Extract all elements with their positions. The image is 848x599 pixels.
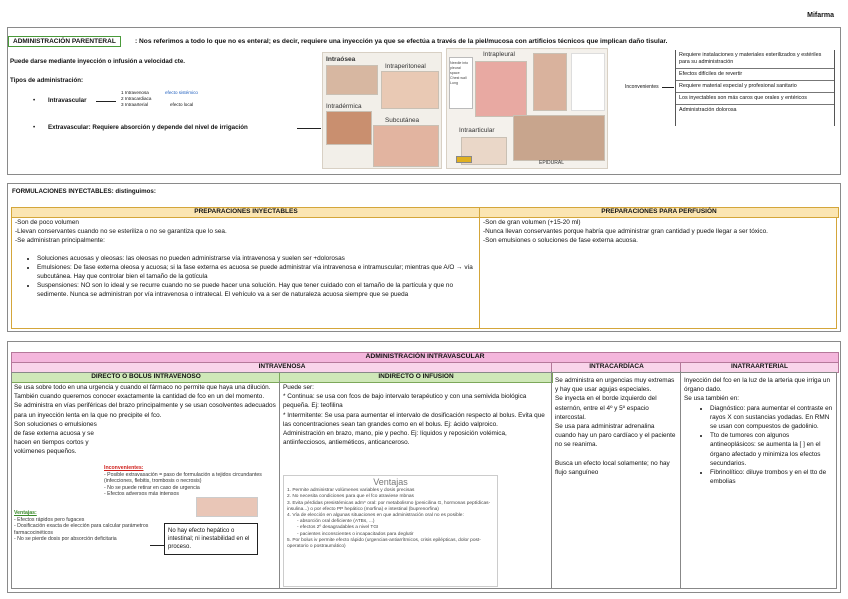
side-item: Efectos difíciles de revertir <box>676 69 834 81</box>
ventaja-item: - Dosificación exacta de elección para calcular parámetros farmacocinéticos <box>14 523 149 536</box>
effect-local: efecto local <box>170 102 194 107</box>
intravascular-label: Intravascular <box>48 97 87 104</box>
img-small-labels <box>450 61 470 86</box>
inconvenientes-list <box>675 50 835 126</box>
vent2-item: 5. Por bolus iv permite efecto rápido (urgencias-antiarrítmicos, crisis epilépticas, dolor post-operatorio o postraumático) <box>287 537 481 550</box>
brand-label: Mifarma <box>807 12 834 19</box>
injection-routes-illustration <box>322 52 442 169</box>
infusion-para: * Intermitente: Se usa para aumentar el intervalo de dosificación respecto al bolus. Evita que las concentraciones sean tan grandes como en el bolus. Ej: ácido valproico. <box>283 411 545 428</box>
side-item: Administración dolorosa <box>679 107 737 113</box>
img-small: Lung <box>450 81 458 85</box>
effect-systemic: efecto sistémico <box>165 90 198 95</box>
side-item: Requiere material especial y profesional sanitario <box>676 81 834 93</box>
left-col-header: PREPARACIONES INYECTABLES <box>11 207 481 218</box>
intraarterial-bullet: • Diagnóstico: para aumentar el contraste en rayos X con sustancias yodadas. En RMN se usan con compuestos de gadolinio. <box>710 404 834 432</box>
vent2-item: - pacientes inconscientes o incapacitados para deglutir <box>297 531 414 537</box>
bullet-dot: • <box>33 97 36 104</box>
intraarterial-bullet: • Tto de tumores con algunos antineoplásicos: se aumenta la [ ] en el órgano afectado y minimiza los efectos secundarios. <box>710 431 834 468</box>
img-label: Intradérmica <box>326 103 362 110</box>
intracardiaca-text <box>555 376 677 477</box>
intraarterial-bullet: • Fibrinolítico: diluye trombos y en el tto de embolias <box>710 468 834 486</box>
intracardiaca-para: Se usa para administrar adrenalina cuando hay un paro cardíaco y el paciente no se reanima. <box>555 423 676 449</box>
img-label: Intraarticular <box>459 127 495 134</box>
col-divider <box>479 216 480 329</box>
intra-item: 3 Intraarterial <box>121 102 149 107</box>
right-line: -Nunca llevan conservantes porque habría que administrar gran cantidad y puede llegar a ser tóxico. <box>483 228 768 235</box>
img-label: Intraósea <box>326 56 356 63</box>
intraarterial-intro: Inyección del fco en la luz de la arteria que irriga un órgano dado. <box>684 377 831 394</box>
infusion-para: * Continua: se usa con fcos de bajo intervalo terapéutico y con una semivida biológica pequeña. Ej: teofilina <box>283 393 527 410</box>
formulaciones-title: FORMULACIONES INYECTABLES: distinguimos: <box>12 188 156 195</box>
infusion-text <box>283 383 547 447</box>
arrow-line <box>96 101 116 102</box>
inconvenientes-block <box>104 465 276 498</box>
bolus-para: Son soluciones o emulsiones de fase externa acuosa y se hacen en tiempos cortos y volúmenes pequeños. <box>14 420 97 456</box>
parenteral-definition: : Nos referimos a todo lo que no es enteral; es decir, requiere una inyección ya que se efectúa a través de la piel/mucosa con artificios técnicos que implican daño tisular. <box>135 38 668 45</box>
incon-item: - No se puede retirar en caso de urgencia <box>104 484 200 491</box>
img-label: Subcutánea <box>385 117 420 124</box>
arrow-line <box>662 87 674 88</box>
syringe-icon <box>456 156 472 163</box>
img-small: Needle into pleural space <box>450 61 469 75</box>
arrow-line <box>297 128 321 129</box>
vent2-item: - absorción oral deficiente (ATBs, ...) <box>297 519 375 525</box>
right-line: -Son de gran volumen (+15-20 ml) <box>483 219 581 226</box>
intraarterial-text <box>684 376 834 486</box>
vent2-item: - efectos 2º desagradables a nivel TGI <box>297 525 379 531</box>
intravascular-title: ADMINISTRACIÓN INTRAVASCULAR <box>11 352 839 363</box>
bolus-text <box>14 383 276 457</box>
intra-list <box>121 90 151 108</box>
side-label: Inconvenientes <box>625 84 659 90</box>
left-line: -Son de poco volumen <box>15 219 79 226</box>
intracardiaca-para: Busca un efecto local solamente; no hay flujo sanguíneo <box>555 459 670 476</box>
bolus-para: Se usa sobre todo en una urgencia y cuando el fármaco no permite que haya una dilución. También cuando queremos conocer exactamente la cantidad de fco en un del momento. <box>14 384 271 401</box>
ventajas-block <box>14 510 154 543</box>
col-divider <box>279 381 280 589</box>
vent2-title: Ventajas <box>373 477 408 487</box>
parenteral-tag: ADMINISTRACIÓN PARENTERAL <box>8 36 121 47</box>
side-item: Requiere instalaciones y materiales esterilizados y estériles para su administración <box>676 50 834 69</box>
left-line: -Llevan conservantes cuando no se esteriliza o no se garantiza que lo sea. <box>15 228 227 235</box>
ventajas-infusion-box <box>283 475 498 587</box>
col-divider <box>551 371 552 589</box>
ventaja-item: - No se pierde dosis por absorción deficitaria <box>14 536 117 543</box>
right-line: -Son emulsiones o soluciones de fase externa acuosa. <box>483 237 638 244</box>
left-bullet: • Emulsiones: De fase externa oleosa y acuosa; si la fase externa es acuosa se puede administrar vía intravenosa e intramuscular; mientras que A/O → vía subcutánea. Hay que controlar bien el tamaño de la gotícula <box>37 263 475 281</box>
intracardiaca-header: INTRACARDÍACA <box>551 362 682 373</box>
pleural-articular-illustration <box>446 48 608 169</box>
incon-item: - Efectos adversos más intensos <box>104 491 179 498</box>
left-bullet: • Suspensiones: NO son lo ideal y se recurre cuando no se puede hacer una solución. Hay que tener cuidado con el tamaño de la partícula y que no sedimente. Nunca se administran por vía intravenosa o intratecal. El vehículo va a ser de naturaleza acuosa siempre que se pueda <box>37 281 475 299</box>
side-item: Los inyectables son más caros que orales y entéricos <box>676 93 834 105</box>
incon-item: - Posible extravasación = paso de formulación a tejidos circundantes (infecciones, flebitis, trombosis o necrosis) <box>104 471 262 485</box>
vent2-item: 3. Evita pérdidas presistémicas adm* oral: por metabolismo (penicilina G, hormonas peptídicas-insulina...) o por efecto PP hepático (morfina) e intestinal (buprenorfina) <box>287 500 491 512</box>
left-col-text <box>15 218 475 299</box>
left-line: -Se administran principalmente: <box>15 237 105 244</box>
vent2-item: 4. Vía de elección en algunas situaciones en que administración oral no es posible: <box>287 513 464 519</box>
intracardiaca-para: Se inyecta en el borde izquierdo del esternón, entre el 4º y 5º espacio intercostal. <box>555 395 657 421</box>
vent2-item: 2. No necesita condiciones para que el fco atraviese mbnas <box>287 494 414 500</box>
intraarterial-sub: Se usa también en: <box>684 395 740 403</box>
right-col-text <box>483 218 833 245</box>
arrow-line <box>150 545 164 546</box>
img-label: Intrapleural <box>483 51 515 58</box>
incon-title: Inconvenientes: <box>104 465 144 471</box>
infusion-para: Puede ser: <box>283 384 314 391</box>
intravenosa-header: INTRAVENOSA <box>11 362 553 373</box>
extravascular-label: Extravascular: Requiere absorción y depende del nivel de irrigación <box>48 124 248 131</box>
infusion-para: Administración en brazo, mano, pie y pecho. Ej: líquidos y reposición volémica, antiinfecciosos, antieméticos, anticanceroso. <box>283 430 507 447</box>
bullet-dot: • <box>33 124 36 131</box>
col-divider <box>680 371 681 589</box>
bolus-header: DIRECTO O BOLUS INTRAVENOSO <box>11 372 281 383</box>
img-small: Chest wall <box>450 76 467 80</box>
right-col-header: PREPARACIONES PARA PERFUSIÓN <box>479 207 839 218</box>
intraarterial-header: INATRAARTERIAL <box>680 362 839 373</box>
bolus-para: Se administra en vías periféricas del brazo principalmente y se usan cosolventes adecuados para un inyección lenta en la que no precipite el fco. <box>14 402 276 419</box>
ventaja-item: - Efectos rápidos pero fugaces <box>14 516 85 523</box>
intra-item: 2 Intracardiaca <box>121 96 152 101</box>
vent2-item: 1. Permite administrar volúmenes variables y dosis precisas <box>287 488 415 494</box>
note-box: No hay efecto hepático o intestinal; ni inestabilidad en el proceso. <box>164 523 258 555</box>
img-label: EPIDURAL <box>539 160 565 166</box>
needle-arm-image <box>196 497 258 517</box>
ventajas-title: Ventajas: <box>14 510 37 516</box>
intra-item: 1 Intravenosa <box>121 90 149 95</box>
parenteral-line2: Puede darse mediante inyección o infusión a velocidad cte. <box>10 58 186 65</box>
infusion-header: INDIRECTO O INFUSIÓN <box>279 372 553 383</box>
intracardiaca-para: Se administra en urgencias muy extremas y hay que usar agujas especiales. <box>555 377 675 394</box>
left-bullet: • Soluciones acuosas y oleosas: las oleosas no pueden administrarse vía intravenosa y suelen ser +dolorosas <box>37 254 475 263</box>
tipos-title: Tipos de administración: <box>10 77 84 84</box>
img-label: Intraperitoneal <box>385 63 426 70</box>
